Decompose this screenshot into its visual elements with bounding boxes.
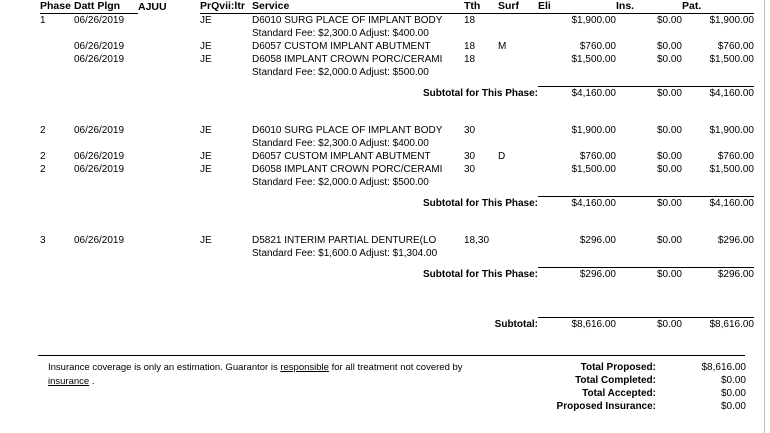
- subtotal-ins: $0.00: [616, 87, 682, 101]
- table-header-row: [40, 0, 754, 14]
- cell-tth: 18: [464, 15, 476, 26]
- cell-ajuu: [138, 124, 200, 137]
- cell-service: D6058 IMPLANT CROWN PORC/CERAMI: [252, 54, 443, 65]
- cell-ajuu: [138, 53, 200, 66]
- cell-pat: $296.00: [717, 235, 754, 246]
- cell-ins: $0.00: [656, 41, 682, 52]
- column-header-ajuu: AJUU: [138, 0, 167, 13]
- table-row: [40, 234, 754, 247]
- cell-surf: [498, 124, 538, 137]
- cell-tth: 18: [464, 41, 476, 52]
- cell-tth: 30: [464, 125, 476, 136]
- cell-fee: $1,900.00: [571, 125, 616, 136]
- table-note-row: [40, 137, 754, 150]
- cell-date: 06/26/2019: [74, 54, 125, 65]
- total-completed-label: Total Completed:: [575, 375, 656, 386]
- table-row: [40, 14, 754, 28]
- grand-subtotal-label: Subtotal:: [494, 318, 538, 330]
- cell-surf: M: [498, 41, 507, 52]
- total-accepted-label: Total Accepted:: [582, 388, 656, 399]
- cell-tth: 30: [464, 151, 476, 162]
- cell-service: D6058 IMPLANT CROWN PORC/CERAMI: [252, 164, 443, 175]
- spacer: [40, 189, 754, 197]
- column-header-provider: PrQvii:ltr: [200, 0, 252, 14]
- spacer: [40, 112, 754, 124]
- column-header-phase: Phase: [40, 0, 74, 14]
- disclaimer-text-part3: .: [89, 376, 95, 387]
- table-note-row: [40, 27, 754, 40]
- proposed-insurance-label: Proposed Insurance:: [556, 401, 656, 412]
- cell-surf: D: [498, 151, 506, 162]
- treatment-plan-table: [40, 0, 754, 331]
- cell-surf: [498, 53, 538, 66]
- cell-ins: $0.00: [656, 151, 682, 162]
- spacer: [40, 100, 754, 112]
- cell-ajuu: [138, 14, 200, 28]
- cell-tth: 30: [464, 164, 476, 175]
- cell-ins: $0.00: [656, 164, 682, 175]
- totals-row-completed: [468, 374, 748, 387]
- table-note-row: [40, 66, 754, 79]
- cell-pat: $1,900.00: [709, 15, 754, 26]
- cell-service: D6057 CUSTOM IMPLANT ABUTMENT: [252, 151, 431, 162]
- cell-fee: $760.00: [579, 41, 616, 52]
- cell-tth: 18: [464, 54, 476, 65]
- cell-service: D6010 SURG PLACE OF IMPLANT BODY: [252, 15, 443, 26]
- cell-service: D5821 INTERIM PARTIAL DENTURE(LO: [252, 235, 437, 246]
- cell-ins: $0.00: [656, 15, 682, 26]
- cell-surf: [498, 234, 538, 247]
- column-header-date-plan: Datt Plgn: [74, 0, 138, 14]
- cell-ajuu: [138, 40, 200, 53]
- totals-row-proposed: [468, 361, 748, 374]
- cell-tth: 18,30: [464, 235, 490, 246]
- column-header-surf: Surf: [498, 0, 538, 14]
- cell-surf: [498, 163, 538, 176]
- column-header-pat: Pat.: [682, 0, 754, 14]
- cell-provider: JE: [200, 151, 212, 162]
- subtotal-label: Subtotal for This Phase:: [422, 87, 538, 99]
- cell-fee: $296.00: [579, 235, 616, 246]
- subtotal-fee: $296.00: [538, 268, 616, 282]
- grand-subtotal-fee: $8,616.00: [538, 318, 616, 332]
- column-header-service: Service: [252, 0, 464, 14]
- disclaimer-text-part2: for all treatment not covered by: [328, 362, 463, 373]
- proposed-insurance-value: $0.00: [720, 401, 746, 412]
- cell-provider: JE: [200, 15, 212, 26]
- spacer: [40, 79, 754, 87]
- subtotal-ins: $0.00: [616, 197, 682, 211]
- subtotal-pat: $4,160.00: [682, 197, 754, 211]
- subtotal-row-phase-2: [40, 197, 754, 211]
- subtotal-pat: $4,160.00: [682, 87, 754, 101]
- cell-date: 06/26/2019: [74, 125, 125, 136]
- table-row: [40, 163, 754, 176]
- spacer: [40, 222, 754, 234]
- cell-fee: $760.00: [579, 151, 616, 162]
- cell-date: 06/26/2019: [74, 164, 125, 175]
- subtotal-row-phase-3: [40, 268, 754, 282]
- spacer: [40, 293, 754, 305]
- cell-pat: $760.00: [717, 41, 754, 52]
- cell-pat: $1,900.00: [709, 125, 754, 136]
- grand-subtotal-row: [40, 318, 754, 332]
- cell-fee: $1,900.00: [571, 15, 616, 26]
- cell-service: D6010 SURG PLACE OF IMPLANT BODY: [252, 125, 443, 136]
- cell-pat: $760.00: [717, 151, 754, 162]
- footer-divider: [38, 355, 745, 356]
- cell-date: 06/26/2019: [74, 151, 125, 162]
- subtotal-row-phase-1: [40, 87, 754, 101]
- spacer: [40, 281, 754, 293]
- table-row: [40, 124, 754, 137]
- cell-phase: [40, 40, 74, 53]
- cell-ins: $0.00: [656, 54, 682, 65]
- total-proposed-label: Total Proposed:: [580, 362, 656, 373]
- disclaimer-text-part1: Insurance coverage is only an estimation. Guarantor is: [48, 362, 281, 373]
- cell-provider: JE: [200, 125, 212, 136]
- cell-provider: JE: [200, 41, 212, 52]
- cell-fee: $1,500.00: [571, 164, 616, 175]
- totals-row-proposed-insurance: [468, 400, 748, 413]
- table-row: [40, 150, 754, 163]
- cell-phase: 3: [40, 235, 46, 246]
- grand-subtotal-ins: $0.00: [616, 318, 682, 332]
- cell-ajuu: [138, 150, 200, 163]
- cell-service: D6057 CUSTOM IMPLANT ABUTMENT: [252, 41, 431, 52]
- cell-standard-fee-note: Standard Fee: $2,300.0 Adjust: $400.00: [252, 28, 429, 39]
- cell-surf: [498, 14, 538, 28]
- cell-phase: 2: [40, 125, 46, 136]
- cell-phase: [40, 53, 74, 66]
- cell-provider: JE: [200, 235, 212, 246]
- column-header-fee: Eli: [538, 0, 616, 14]
- cell-standard-fee-note: Standard Fee: $2,000.0 Adjust: $500.00: [252, 67, 429, 78]
- cell-ajuu: [138, 163, 200, 176]
- cell-standard-fee-note: Standard Fee: $2,000.0 Adjust: $500.00: [252, 177, 429, 188]
- table-note-row: [40, 176, 754, 189]
- grand-subtotal-pat: $8,616.00: [682, 318, 754, 332]
- disclaimer-underlined-insurance: insurance: [48, 376, 90, 387]
- insurance-disclaimer: [48, 361, 518, 389]
- subtotal-pat: $296.00: [682, 268, 754, 282]
- cell-standard-fee-note: Standard Fee: $2,300.0 Adjust: $400.00: [252, 138, 429, 149]
- spacer: [40, 260, 754, 268]
- column-header-ins: Ins.: [616, 0, 682, 14]
- cell-pat: $1,500.00: [709, 54, 754, 65]
- subtotal-fee: $4,160.00: [538, 197, 616, 211]
- totals-row-accepted: [468, 387, 748, 400]
- cell-pat: $1,500.00: [709, 164, 754, 175]
- cell-provider: JE: [200, 164, 212, 175]
- disclaimer-underlined-responsible: responsible: [280, 362, 329, 373]
- cell-phase: 1: [40, 15, 46, 26]
- cell-ins: $0.00: [656, 125, 682, 136]
- totals-summary: [468, 361, 748, 413]
- cell-date: 06/26/2019: [74, 41, 125, 52]
- page-edge-rule: [764, 0, 765, 433]
- cell-ajuu: [138, 234, 200, 247]
- subtotal-label: Subtotal for This Phase:: [422, 197, 538, 209]
- cell-fee: $1,500.00: [571, 54, 616, 65]
- subtotal-fee: $4,160.00: [538, 87, 616, 101]
- subtotal-label: Subtotal for This Phase:: [422, 268, 538, 280]
- cell-phase: 2: [40, 151, 46, 162]
- total-accepted-value: $0.00: [720, 388, 746, 399]
- cell-provider: JE: [200, 54, 212, 65]
- cell-date: 06/26/2019: [74, 235, 125, 246]
- table-row: [40, 53, 754, 66]
- total-proposed-value: $8,616.00: [701, 362, 746, 373]
- cell-phase: 2: [40, 164, 46, 175]
- cell-ins: $0.00: [656, 235, 682, 246]
- spacer: [40, 305, 754, 318]
- total-completed-value: $0.00: [720, 375, 746, 386]
- cell-date: 06/26/2019: [74, 15, 125, 26]
- subtotal-ins: $0.00: [616, 268, 682, 282]
- spacer: [40, 210, 754, 222]
- column-header-tth: Tth: [464, 0, 498, 14]
- table-note-row: [40, 247, 754, 260]
- table-row: [40, 40, 754, 53]
- cell-standard-fee-note: Standard Fee: $1,600.0 Adjust: $1,304.00: [252, 248, 438, 259]
